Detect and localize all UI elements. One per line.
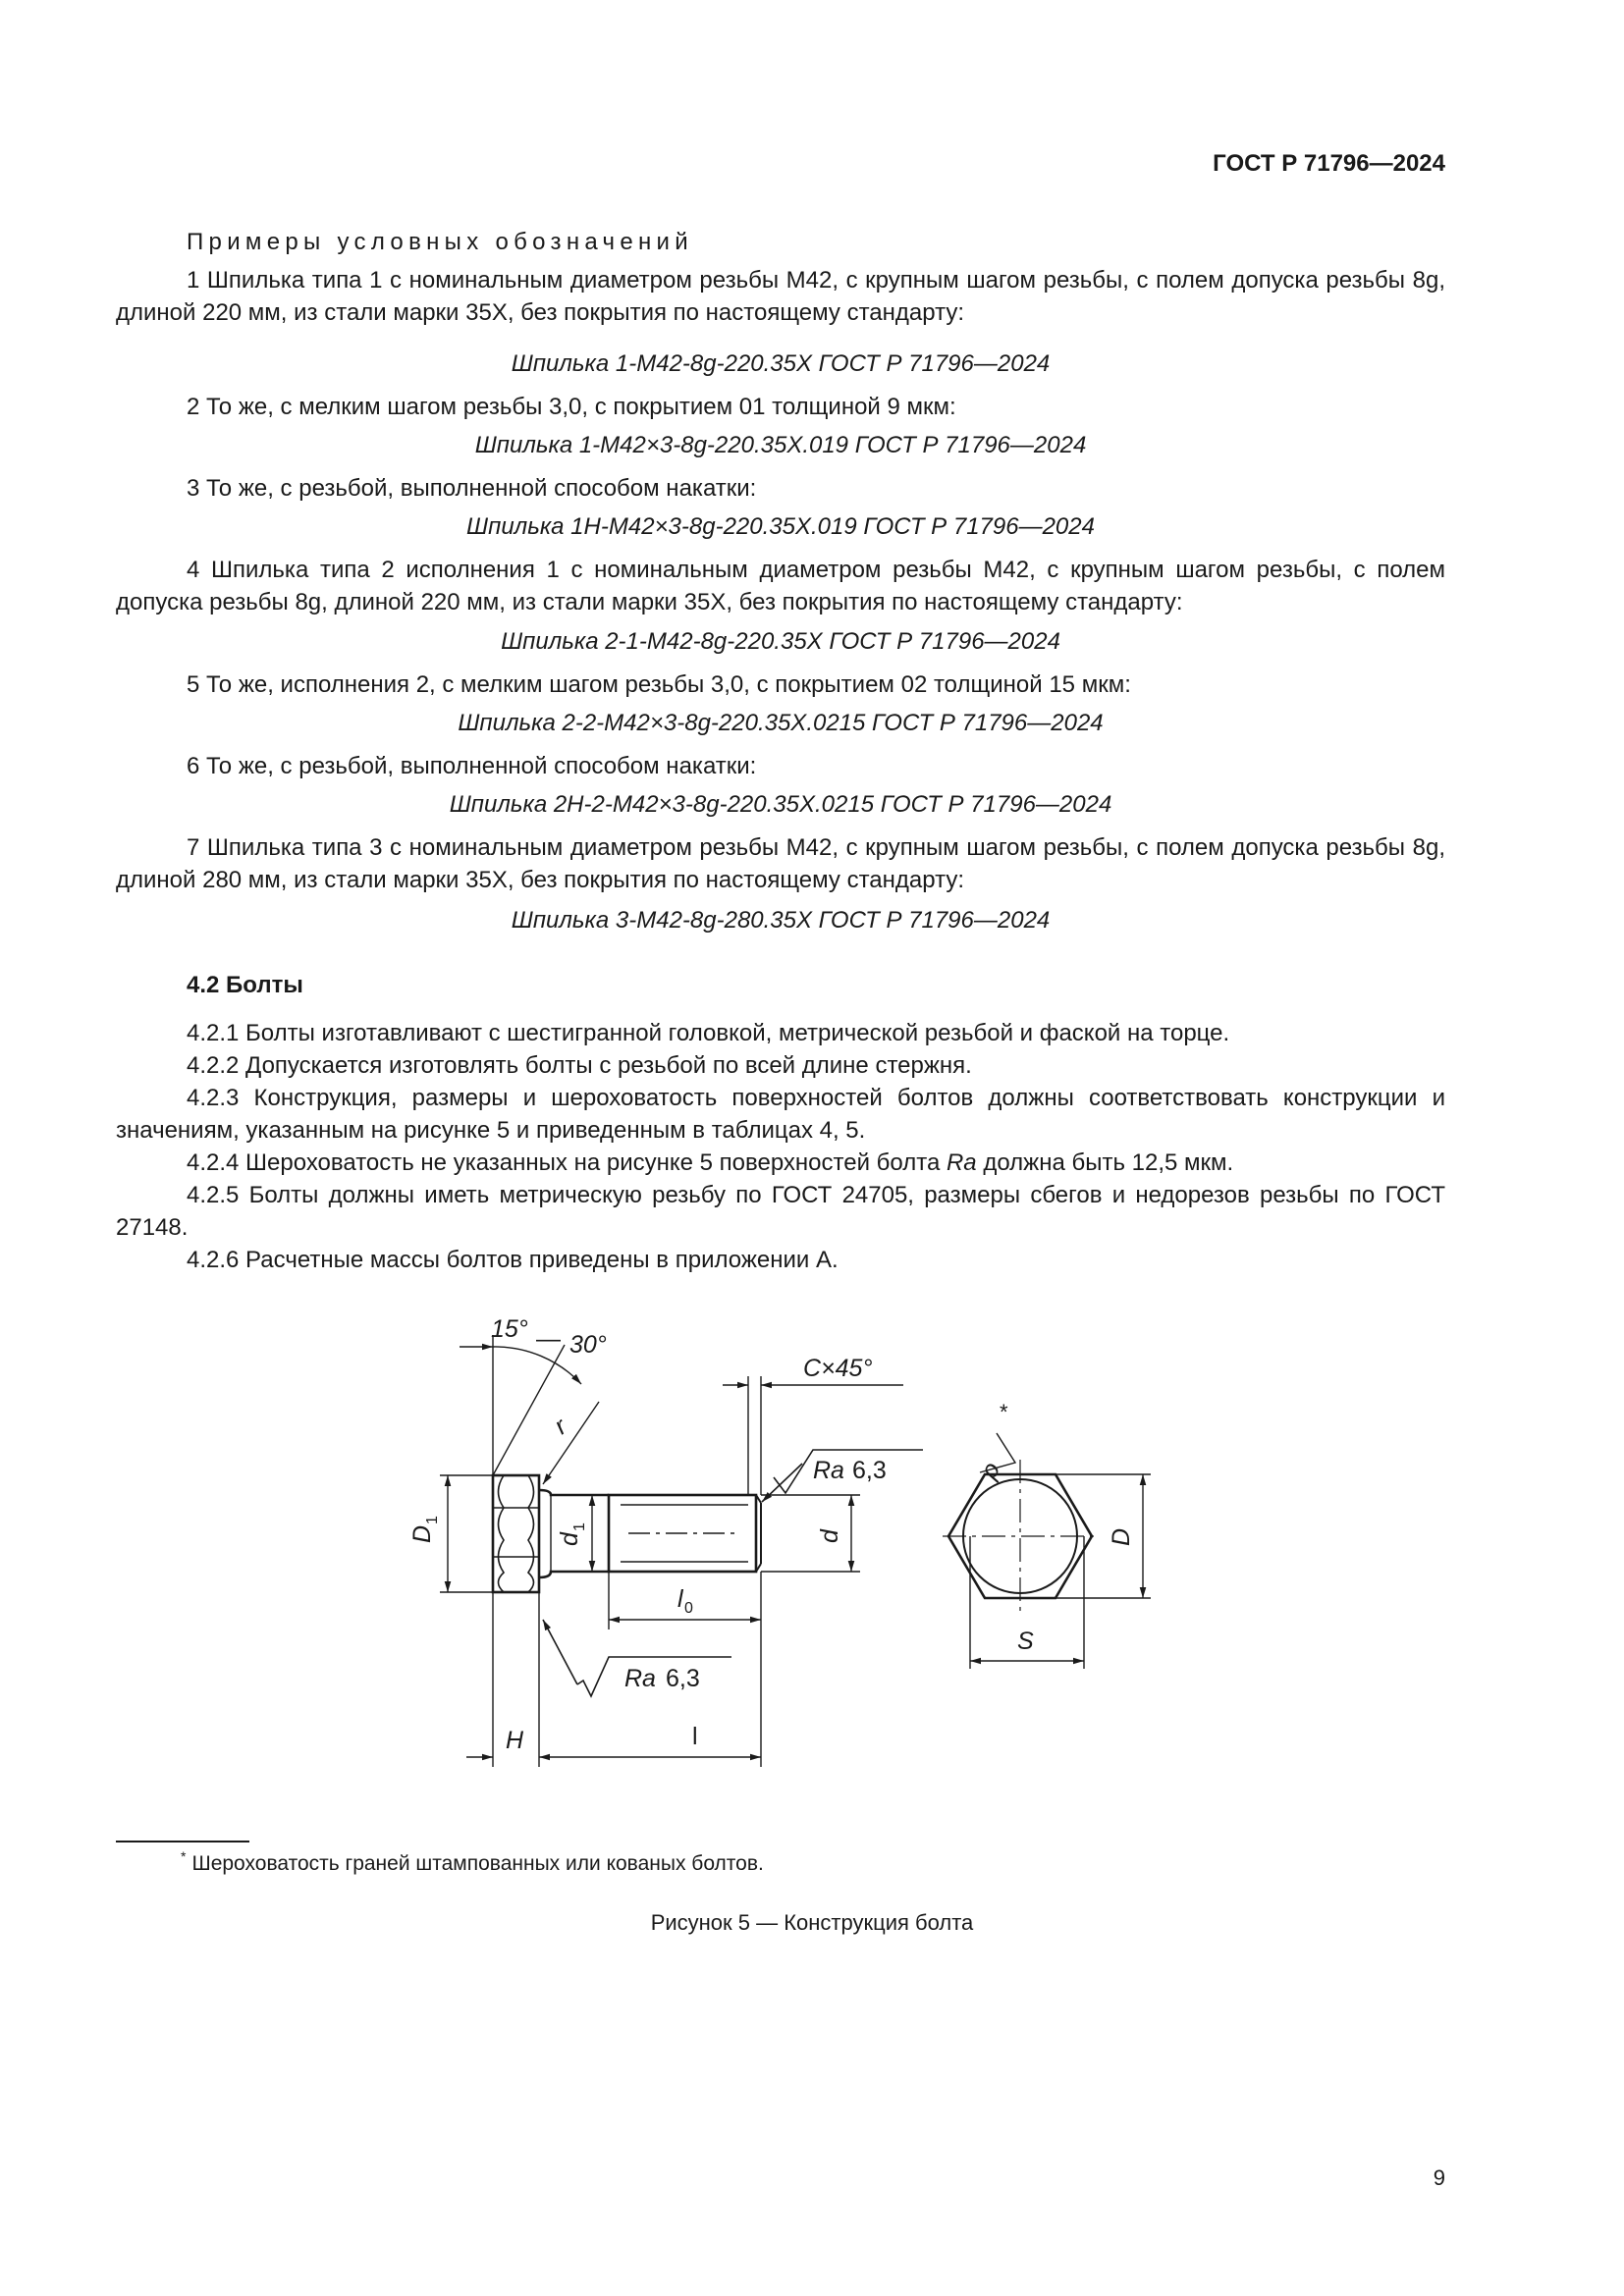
example-6-designation: Шпилька 2Н-2-М42×3-8g-220.35Х.0215 ГОСТ Р 71796—2024 — [449, 791, 1112, 818]
dimension-d — [761, 1495, 860, 1572]
example-7-designation: Шпилька 3-М42-8g-280.35Х ГОСТ Р 71796—2024 — [511, 907, 1051, 934]
bolt-drawing — [0, 1276, 1624, 1806]
document-header: ГОСТ Р 71796—2024 — [1213, 150, 1445, 177]
label-S: S — [1017, 1628, 1034, 1655]
footnote-text: Шероховатость граней штампованных или кованых болтов. — [191, 1852, 764, 1875]
label-rho: ρ — [974, 1457, 1006, 1483]
label-chamfer: C×45° — [803, 1355, 873, 1382]
label-l0: l — [677, 1585, 683, 1613]
label-D1: D — [408, 1524, 436, 1543]
example-6-text: 6 То же, с резьбой, выполненной способом накатки: — [187, 753, 757, 779]
label-ra-shank: Ra — [813, 1457, 844, 1484]
label-H: H — [506, 1727, 524, 1754]
label-D1-sub: 1 — [424, 1516, 441, 1524]
page-number: 9 — [1433, 2165, 1445, 2190]
footnote-mark: * — [181, 1848, 187, 1864]
label-l0-sub: 0 — [684, 1600, 693, 1617]
section-title: 4.2 Болты — [187, 972, 303, 998]
example-2-text: 2 То же, с мелким шагом резьбы 3,0, с покрытием 01 толщиной 9 мкм: — [187, 394, 956, 420]
label-star: * — [1000, 1400, 1008, 1424]
example-2-designation: Шпилька 1-М42×3-8g-220.35Х.019 ГОСТ Р 71796—2024 — [474, 432, 1087, 458]
paragraph-4-2-4-start: 4.2.4 Шероховатость не указанных на рисунке 5 поверхностей болта — [187, 1149, 947, 1176]
label-D: D — [1108, 1527, 1135, 1546]
paragraph-4-2-4-end: должна быть 12,5 мкм. — [976, 1149, 1234, 1176]
paragraph-4-2-3: 4.2.3 Конструкция, размеры и шероховатость поверхностей болтов должны соответствовать конструкции и значениям, указанным на рисунке 5 и приведенным в таблицах 4, 5. — [116, 1085, 1445, 1144]
example-7-text: 7 Шпилька типа 3 с номинальным диаметром резьбы М42, с крупным шагом резьбы, с полем допуска резьбы 8g, длиной 280 мм, из стали марки 35Х, без покрытия по настоящему стандарту: — [116, 834, 1445, 893]
example-1-designation: Шпилька 1-М42-8g-220.35Х ГОСТ Р 71796—2024 — [511, 350, 1051, 377]
footnote — [181, 1848, 764, 1876]
label-l: l — [692, 1723, 698, 1750]
label-d: d — [816, 1529, 843, 1543]
example-3-designation: Шпилька 1Н-М42×3-8g-220.35Х.019 ГОСТ Р 71796—2024 — [466, 513, 1095, 540]
paragraph-4-2-6: 4.2.6 Расчетные массы болтов приведены в приложении А. — [187, 1247, 839, 1273]
example-4-text: 4 Шпилька типа 2 исполнения 1 с номинальным диаметром резьбы М42, с крупным шагом резьбы, с полем допуска резьбы 8g, длиной 220 мм, из стали марки 35Х, без покрытия по настоящему стандарту: — [116, 557, 1445, 615]
bolt-head-side — [493, 1475, 539, 1592]
example-3-text: 3 То же, с резьбой, выполненной способом накатки: — [187, 475, 757, 502]
radius-leader — [543, 1402, 599, 1484]
label-angle-dash: — — [536, 1325, 561, 1353]
figure-caption: Рисунок 5 — Конструкция болта — [650, 1910, 974, 1935]
example-1-text: 1 Шпилька типа 1 с номинальным диаметром резьбы М42, с крупным шагом резьбы, с полем допуска резьбы 8g, длиной 220 мм, из стали марки 35Х, без покрытия по настоящему стандарту: — [116, 267, 1445, 326]
footnote-divider — [116, 1841, 249, 1842]
paragraph-4-2-4 — [116, 1147, 1445, 1179]
paragraph-4-2-1: 4.2.1 Болты изготавливают с шестигранной головкой, метрической резьбой и фаской на торце. — [187, 1020, 1230, 1046]
label-ra-head-value: 6,3 — [666, 1665, 700, 1692]
label-angle-30: 30° — [569, 1331, 607, 1359]
label-angle-15: 15° — [491, 1315, 528, 1343]
label-ra-shank-value: 6,3 — [852, 1457, 887, 1484]
paragraph-4-2-4-ra: Ra — [946, 1149, 977, 1176]
label-ra-head: Ra — [624, 1665, 656, 1692]
label-d1: d — [556, 1532, 583, 1546]
example-5-designation: Шпилька 2-2-М42×3-8g-220.35Х.0215 ГОСТ Р 71796—2024 — [458, 710, 1104, 736]
dimension-D1 — [440, 1475, 493, 1592]
examples-heading: Примеры условных обозначений — [187, 229, 693, 255]
paragraph-4-2-5: 4.2.5 Болты должны иметь метрическую резьбу по ГОСТ 24705, размеры сбегов и недорезов резьбы по ГОСТ 27148. — [116, 1182, 1445, 1241]
paragraph-4-2-2: 4.2.2 Допускается изготовлять болты с резьбой по всей длине стержня. — [187, 1052, 972, 1079]
example-4-designation: Шпилька 2-1-М42-8g-220.35Х ГОСТ Р 71796—2024 — [501, 628, 1060, 655]
label-r: r — [549, 1413, 572, 1440]
bolt-head-end-view — [943, 1433, 1098, 1613]
example-5-text: 5 То же, исполнения 2, с мелким шагом резьбы 3,0, с покрытием 02 толщиной 15 мкм: — [187, 671, 1131, 698]
label-d1-sub: 1 — [571, 1522, 588, 1531]
